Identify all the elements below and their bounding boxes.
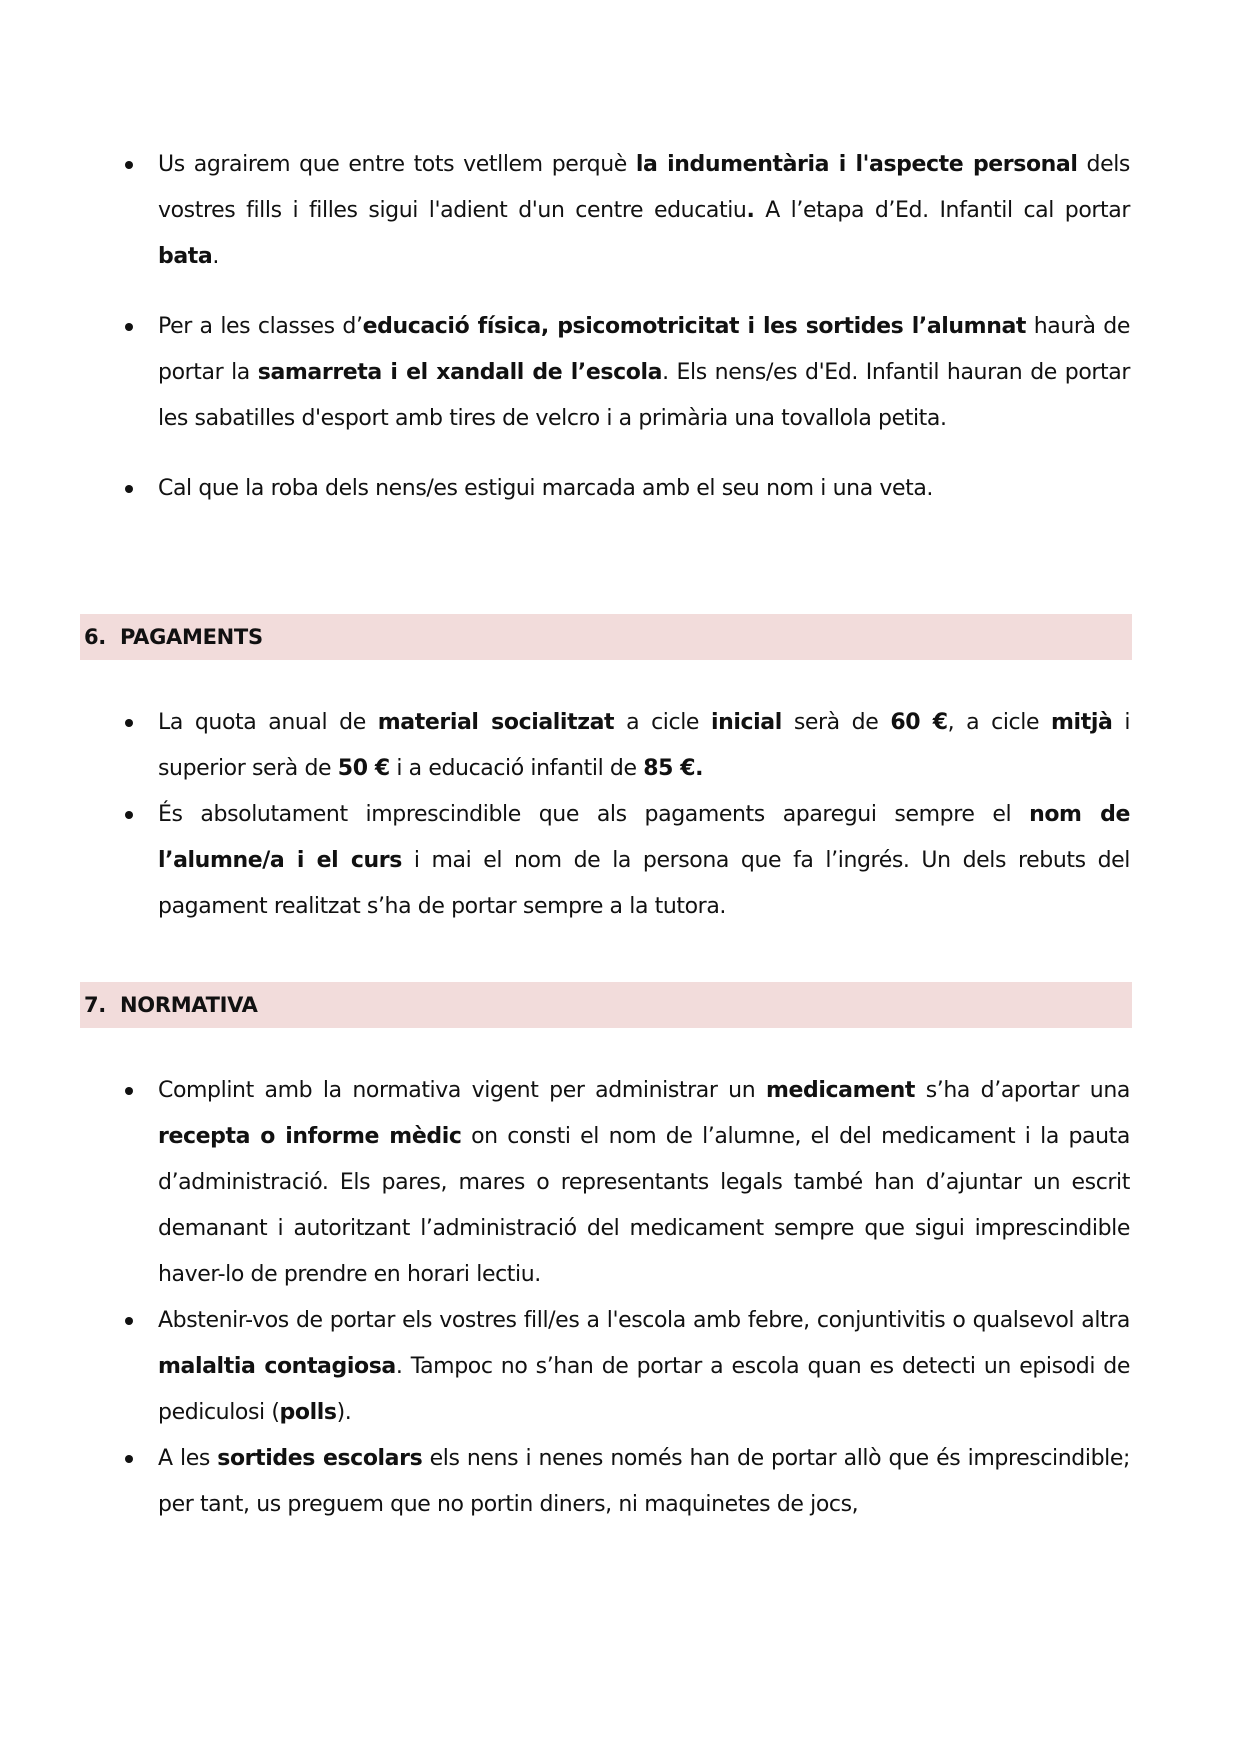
bullet-text: La quota anual de material socialitzat a cicle inicial serà de 60 €, a cicle mitjà i superior serà de 50 € i a educació infantil de 85 €.: [158, 710, 1131, 781]
list-item: [0, 1298, 1130, 1436]
bullet-text: Us agrairem que entre tots vetllem perquè la indumentària i l'aspecte personal dels vostres fills i filles sigui l'adient d'un centre educatiu. A l’etapa d’Ed. Infantil cal portar bata.: [158, 152, 1130, 269]
bold-text: 50 €: [337, 756, 390, 781]
bullet-icon: [125, 485, 133, 493]
bold-text: material socialitzat: [377, 710, 615, 735]
bullet-text: A les sortides escolars els nens i nenes només han de portar allò que és imprescindible; per tant, us preguem que no portin diners, ni maquinetes de jocs,: [158, 1446, 1130, 1517]
bullet-text: Complint amb la normativa vigent per administrar un medicament s’ha d’aportar una recepta o informe mèdic on consti el nom de l’alumne, el del medicament i la pauta d’administració. Els pares, mares o representants legals també han d’ajuntar un escrit demanant i autoritzant l’administració del medicament sempre que sigui imprescindible haver-lo de prendre en horari lectiu.: [158, 1078, 1130, 1287]
bullet-icon: [125, 1087, 133, 1095]
section-number: 7.: [84, 993, 106, 1017]
section-number: 6.: [84, 625, 106, 649]
bullet-icon: [125, 1317, 133, 1325]
bullet-icon: [125, 161, 133, 169]
section-title: NORMATIVA: [120, 993, 258, 1017]
list-item: [0, 304, 1130, 442]
bullet-icon: [125, 719, 133, 727]
list-item: [0, 792, 1130, 930]
bold-text: medicament: [765, 1078, 915, 1103]
bold-text: .: [746, 198, 755, 223]
payments-bullet-list: [0, 700, 1241, 930]
bold-text: inicial: [710, 710, 782, 735]
bold-text: sortides escolars: [217, 1446, 423, 1471]
section-title: PAGAMENTS: [120, 625, 263, 649]
list-item: [0, 1436, 1130, 1528]
rules-bullet-list: [0, 1068, 1241, 1528]
list-item: [0, 700, 1130, 792]
bold-text: 60 €: [890, 710, 948, 735]
bold-text: nom de l’alumne/a i el curs: [158, 802, 1130, 873]
bullet-text: És absolutament imprescindible que als pagaments aparegui sempre el nom de l’alumne/a i el curs i mai el nom de la persona que fa l’ingrés. Un dels rebuts del pagament realitzat s’ha de portar sempre a la tutora.: [158, 802, 1131, 919]
section-header-pagaments: [80, 614, 1132, 660]
bullet-text: Abstenir-vos de portar els vostres fill/es a l'escola amb febre, conjuntivitis o qualsevol altra malaltia contagiosa. Tampoc no s’han de portar a escola quan es detecti un episodi de pediculosi (polls).: [158, 1308, 1130, 1425]
bold-text: 85 €.: [643, 756, 704, 781]
bold-text: mitjà: [1051, 710, 1113, 735]
list-item: [0, 466, 1130, 512]
bold-text: recepta o informe mèdic: [158, 1124, 462, 1149]
bold-text: samarreta i el xandall de l’escola: [257, 360, 663, 385]
bullet-icon: [125, 1455, 133, 1463]
bold-text: malaltia contagiosa: [158, 1354, 396, 1379]
bold-text: bata: [158, 244, 213, 269]
section-header-normativa: [80, 982, 1132, 1028]
clothing-bullet-list: [0, 142, 1241, 512]
bold-text: la indumentària i l'aspecte personal: [635, 152, 1078, 177]
list-item: [0, 1068, 1130, 1298]
bullet-text: Per a les classes d’educació física, psicomotricitat i les sortides l’alumnat haurà de portar la samarreta i el xandall de l’escola. Els nens/es d'Ed. Infantil hauran de portar les sabatilles d'esport amb tires de velcro i a primària una tovallola petita.: [158, 314, 1131, 431]
bullet-icon: [125, 811, 133, 819]
bold-text: polls: [279, 1400, 337, 1425]
bullet-icon: [125, 323, 133, 331]
list-item: [0, 142, 1130, 280]
bullet-text: Cal que la roba dels nens/es estigui marcada amb el seu nom i una veta.: [158, 476, 934, 501]
bold-text: educació física, psicomotricitat i les sortides l’alumnat: [362, 314, 1027, 339]
